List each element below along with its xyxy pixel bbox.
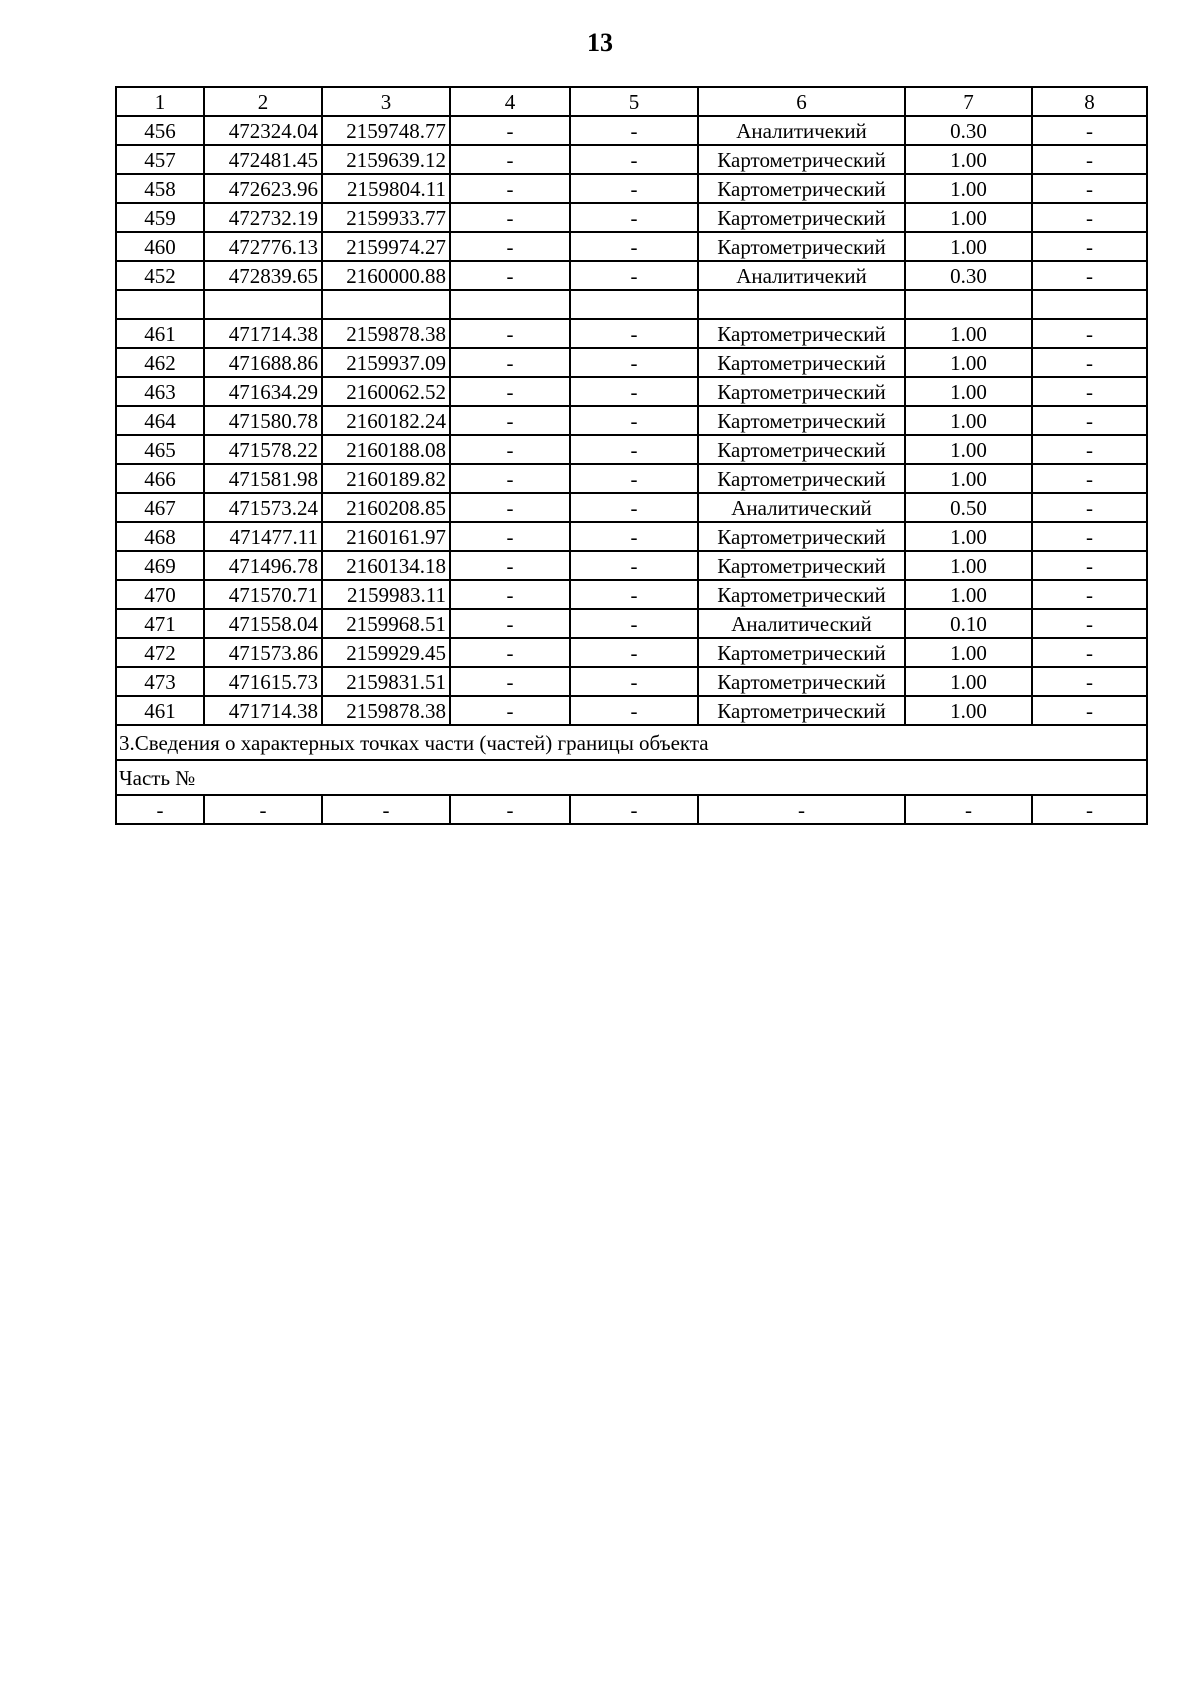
column-header: 5 — [570, 87, 698, 116]
table-cell: - — [322, 795, 450, 824]
table-cell: 472623.96 — [204, 174, 322, 203]
table-cell: 1.00 — [905, 348, 1032, 377]
table-cell: 1.00 — [905, 145, 1032, 174]
table-cell: 2160161.97 — [322, 522, 450, 551]
table-body — [116, 87, 1147, 824]
table-cell: 2159983.11 — [322, 580, 450, 609]
table-cell: 472 — [116, 638, 204, 667]
table-row — [116, 145, 1147, 174]
table-cell: - — [570, 203, 698, 232]
table-cell: - — [450, 464, 570, 493]
table-cell: 468 — [116, 522, 204, 551]
table-row — [116, 377, 1147, 406]
table-cell: - — [570, 261, 698, 290]
header-row — [116, 87, 1147, 116]
table-row — [116, 319, 1147, 348]
table-cell: 471580.78 — [204, 406, 322, 435]
table-cell: 2160134.18 — [322, 551, 450, 580]
table-cell: - — [570, 696, 698, 725]
table-cell: - — [570, 551, 698, 580]
table-cell: - — [1032, 174, 1147, 203]
table-cell: - — [1032, 696, 1147, 725]
table-cell: 466 — [116, 464, 204, 493]
table-cell: 2159933.77 — [322, 203, 450, 232]
table-cell: 2159974.27 — [322, 232, 450, 261]
table-cell: Аналитический — [698, 609, 905, 638]
table-row — [116, 493, 1147, 522]
table-cell: Картометрический — [698, 667, 905, 696]
table-cell: - — [1032, 795, 1147, 824]
table-cell: 458 — [116, 174, 204, 203]
table-row — [116, 232, 1147, 261]
column-header: 3 — [322, 87, 450, 116]
table-row — [116, 290, 1147, 319]
table-cell: 471558.04 — [204, 609, 322, 638]
column-header: 1 — [116, 87, 204, 116]
table-cell: - — [570, 580, 698, 609]
table-cell: - — [116, 795, 204, 824]
table-cell: - — [570, 145, 698, 174]
table-cell: 471581.98 — [204, 464, 322, 493]
table-row — [116, 435, 1147, 464]
table-cell: 1.00 — [905, 232, 1032, 261]
column-header: 6 — [698, 87, 905, 116]
table-cell: 1.00 — [905, 522, 1032, 551]
table-cell: - — [570, 348, 698, 377]
table-cell: 2160000.88 — [322, 261, 450, 290]
table-cell: 472732.19 — [204, 203, 322, 232]
table-cell: 470 — [116, 580, 204, 609]
table-cell: - — [450, 377, 570, 406]
table-cell: - — [570, 609, 698, 638]
table-cell: Картометрический — [698, 203, 905, 232]
table-cell: - — [450, 116, 570, 145]
table-cell: 0.50 — [905, 493, 1032, 522]
table-cell: Картометрический — [698, 522, 905, 551]
table-cell: 471688.86 — [204, 348, 322, 377]
table-cell: - — [450, 580, 570, 609]
table-cell: 461 — [116, 696, 204, 725]
table-cell: - — [570, 638, 698, 667]
table-cell: 462 — [116, 348, 204, 377]
table-cell: - — [570, 116, 698, 145]
table-cell: - — [1032, 638, 1147, 667]
table-cell: 471573.24 — [204, 493, 322, 522]
table-cell: Картометрический — [698, 232, 905, 261]
table-cell: 1.00 — [905, 638, 1032, 667]
table-cell: - — [570, 377, 698, 406]
table-cell: 1.00 — [905, 696, 1032, 725]
table-cell: 471634.29 — [204, 377, 322, 406]
table-cell: - — [1032, 261, 1147, 290]
table-cell: Картометрический — [698, 638, 905, 667]
table-cell: 456 — [116, 116, 204, 145]
table-cell — [450, 290, 570, 319]
table-cell: 472324.04 — [204, 116, 322, 145]
table-cell: - — [1032, 377, 1147, 406]
table-cell: - — [1032, 667, 1147, 696]
table-cell: Аналитический — [698, 493, 905, 522]
table-cell: 2159937.09 — [322, 348, 450, 377]
table-cell: Картометрический — [698, 551, 905, 580]
table-row — [116, 174, 1147, 203]
table-cell — [322, 290, 450, 319]
table-cell: - — [570, 522, 698, 551]
table-cell: - — [450, 203, 570, 232]
table-cell: Картометрический — [698, 464, 905, 493]
table-cell: Картометрический — [698, 145, 905, 174]
table-row — [116, 638, 1147, 667]
table-cell: - — [1032, 348, 1147, 377]
table-cell: - — [905, 795, 1032, 824]
table-cell: 2160208.85 — [322, 493, 450, 522]
table-cell: - — [450, 795, 570, 824]
table-cell: Картометрический — [698, 377, 905, 406]
column-header: 7 — [905, 87, 1032, 116]
table-cell: 2159748.77 — [322, 116, 450, 145]
table-cell: 2159878.38 — [322, 696, 450, 725]
page-number: 13 — [587, 28, 613, 57]
table-cell: 2160188.08 — [322, 435, 450, 464]
table-row — [116, 348, 1147, 377]
table-cell: - — [450, 319, 570, 348]
table-cell: - — [1032, 580, 1147, 609]
table-cell: Аналитичекий — [698, 261, 905, 290]
table-cell — [570, 290, 698, 319]
table-cell: - — [450, 638, 570, 667]
table-cell: 471570.71 — [204, 580, 322, 609]
table-cell: 0.30 — [905, 261, 1032, 290]
table-row — [116, 406, 1147, 435]
table-cell: Картометрический — [698, 348, 905, 377]
table-cell: 1.00 — [905, 464, 1032, 493]
table-cell: - — [204, 795, 322, 824]
section-row — [116, 725, 1147, 760]
table-cell: 0.30 — [905, 116, 1032, 145]
table-cell: - — [1032, 522, 1147, 551]
table-cell: 472481.45 — [204, 145, 322, 174]
table-cell: - — [570, 464, 698, 493]
table-cell: 1.00 — [905, 667, 1032, 696]
table-cell — [116, 290, 204, 319]
table-row — [116, 667, 1147, 696]
table-cell: - — [450, 145, 570, 174]
table-cell: - — [450, 667, 570, 696]
table-cell: 2159929.45 — [322, 638, 450, 667]
table-cell: - — [1032, 464, 1147, 493]
table-cell: - — [1032, 145, 1147, 174]
table-row — [116, 464, 1147, 493]
table-cell: 471714.38 — [204, 319, 322, 348]
table-cell: 2160189.82 — [322, 464, 450, 493]
table-cell: - — [1032, 609, 1147, 638]
table-cell: 463 — [116, 377, 204, 406]
table-cell: - — [450, 696, 570, 725]
table-cell: - — [450, 261, 570, 290]
table-cell: - — [570, 174, 698, 203]
table-cell: 2159878.38 — [322, 319, 450, 348]
table-cell: 1.00 — [905, 174, 1032, 203]
table-cell: 471714.38 — [204, 696, 322, 725]
table-row — [116, 580, 1147, 609]
table-cell: 2159831.51 — [322, 667, 450, 696]
table-cell: 459 — [116, 203, 204, 232]
table-cell: 1.00 — [905, 580, 1032, 609]
table-cell: - — [570, 435, 698, 464]
table-cell: - — [1032, 116, 1147, 145]
column-header: 2 — [204, 87, 322, 116]
table-row — [116, 696, 1147, 725]
table-cell: 2159639.12 — [322, 145, 450, 174]
table-row — [116, 116, 1147, 145]
table-cell: - — [450, 551, 570, 580]
table-cell: 461 — [116, 319, 204, 348]
table-cell: 471 — [116, 609, 204, 638]
table-cell: 0.10 — [905, 609, 1032, 638]
table-cell: - — [1032, 406, 1147, 435]
table-cell: Картометрический — [698, 696, 905, 725]
table-cell: Картометрический — [698, 319, 905, 348]
table-cell: 1.00 — [905, 406, 1032, 435]
table-cell: - — [450, 493, 570, 522]
table-cell: 469 — [116, 551, 204, 580]
table-cell — [204, 290, 322, 319]
table-cell: - — [450, 522, 570, 551]
column-header: 8 — [1032, 87, 1147, 116]
table-cell: - — [570, 319, 698, 348]
table-cell: - — [1032, 232, 1147, 261]
table-cell — [905, 290, 1032, 319]
table-cell — [1032, 290, 1147, 319]
table-cell: - — [450, 348, 570, 377]
table-cell: - — [450, 435, 570, 464]
table-cell: - — [1032, 551, 1147, 580]
table-row — [116, 551, 1147, 580]
table-cell: - — [570, 493, 698, 522]
table-cell: 2159804.11 — [322, 174, 450, 203]
table-cell: - — [570, 795, 698, 824]
table-cell: - — [450, 609, 570, 638]
table-cell: 460 — [116, 232, 204, 261]
table-row — [116, 203, 1147, 232]
table-cell: 1.00 — [905, 319, 1032, 348]
table-cell: - — [1032, 435, 1147, 464]
table-cell — [698, 290, 905, 319]
table-row — [116, 795, 1147, 824]
table-cell: 452 — [116, 261, 204, 290]
table-cell: Картометрический — [698, 406, 905, 435]
table-cell: 1.00 — [905, 203, 1032, 232]
table-cell: - — [1032, 319, 1147, 348]
table-cell: Картометрический — [698, 580, 905, 609]
table-cell: - — [450, 406, 570, 435]
column-header: 4 — [450, 87, 570, 116]
table-cell: 471477.11 — [204, 522, 322, 551]
table-cell: - — [570, 406, 698, 435]
part-row — [116, 760, 1147, 795]
table-cell: 467 — [116, 493, 204, 522]
table-cell: 472839.65 — [204, 261, 322, 290]
table-cell: - — [570, 232, 698, 261]
table-cell: 471496.78 — [204, 551, 322, 580]
table-cell: 457 — [116, 145, 204, 174]
table-cell: Картометрический — [698, 174, 905, 203]
table-cell: 2160182.24 — [322, 406, 450, 435]
table-cell: 473 — [116, 667, 204, 696]
table-cell: Аналитичекий — [698, 116, 905, 145]
section-title: 3.Сведения о характерных точках части (частей) границы объекта — [116, 725, 1147, 760]
table-cell: 472776.13 — [204, 232, 322, 261]
table-cell: 1.00 — [905, 377, 1032, 406]
table-cell: 464 — [116, 406, 204, 435]
part-label: Часть № — [116, 760, 1147, 795]
table-cell: - — [450, 174, 570, 203]
table-row — [116, 261, 1147, 290]
table-cell: 2159968.51 — [322, 609, 450, 638]
table-cell: 2160062.52 — [322, 377, 450, 406]
table-cell: - — [698, 795, 905, 824]
table-row — [116, 522, 1147, 551]
table-cell: 1.00 — [905, 551, 1032, 580]
table-cell: - — [1032, 203, 1147, 232]
table-row — [116, 609, 1147, 638]
table-cell: Картометрический — [698, 435, 905, 464]
table-cell: 1.00 — [905, 435, 1032, 464]
table-cell: - — [570, 667, 698, 696]
table-cell: - — [1032, 493, 1147, 522]
characteristic-points-table — [115, 86, 1148, 825]
table-cell: 471578.22 — [204, 435, 322, 464]
table-cell: 471573.86 — [204, 638, 322, 667]
table-cell: - — [450, 232, 570, 261]
table-cell: 471615.73 — [204, 667, 322, 696]
table-cell: 465 — [116, 435, 204, 464]
